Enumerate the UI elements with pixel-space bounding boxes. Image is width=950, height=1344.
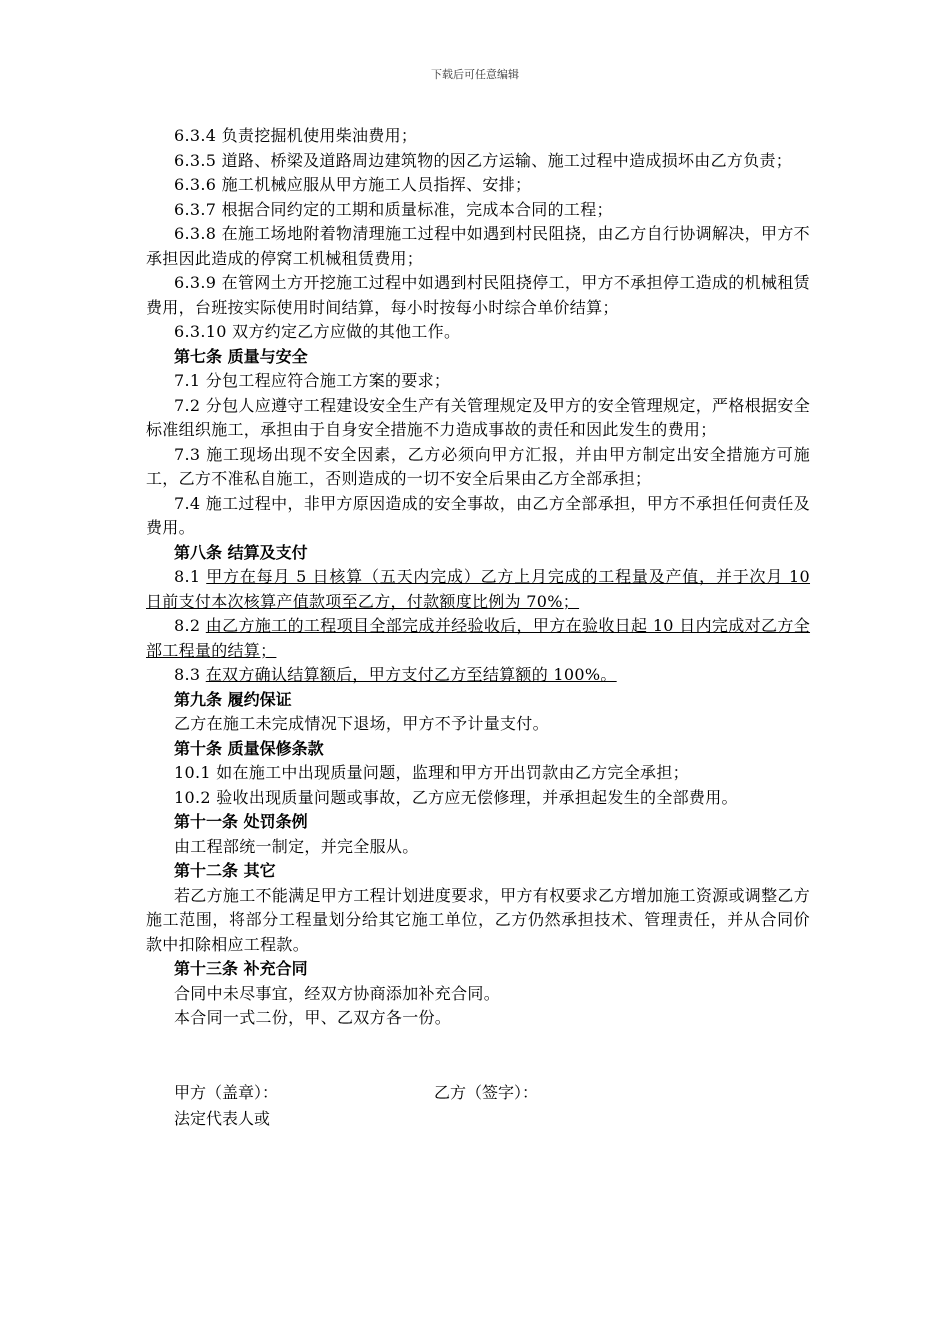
clause-text: 在管网土方开挖施工过程中如遇到村民阻挠停工，甲方不承担停工造成的机械租赁费用，台班按实际使用时间结算，每小时按每小时综合单价结算； [146, 273, 810, 317]
signature-row [174, 1081, 810, 1107]
clause-paragraph [146, 884, 810, 958]
clause-paragraph [146, 1006, 810, 1031]
clause-paragraph [146, 492, 810, 541]
clause-paragraph [146, 222, 810, 271]
clause-text: 双方约定乙方应做的其他工作。 [232, 322, 461, 341]
clause-number: 8.3 [174, 665, 206, 684]
clause-text: 由工程部统一制定，并完全服从。 [174, 836, 419, 856]
clause-paragraph [146, 394, 810, 443]
party-b-signature-label: 乙方（签字）： [434, 1082, 539, 1102]
clause-number: 6.3.4 [174, 126, 222, 145]
clause-paragraph [146, 271, 810, 320]
clause-text: 如在施工中出现质量问题，监理和甲方开出罚款由乙方完全承担； [216, 763, 689, 782]
clause-number: 7.3 [174, 444, 207, 464]
clause-paragraph [146, 835, 810, 860]
clause-text: 分包人应遵守工程建设安全生产有关管理规定及甲方的安全管理规定，严格根据安全标准组织施工，承担由于自身安全措施不力造成事故的责任和因此发生的费用； [146, 395, 810, 439]
contract-body [146, 124, 810, 1133]
clause-number: 6.3.8 [174, 224, 222, 243]
clause-text: 验收出现质量问题或事故，乙方应无偿修理，并承担起发生的全部费用。 [216, 787, 738, 807]
clause-number: 10.2 [174, 787, 217, 807]
clause-text: 施工现场出现不安全因素，乙方必须向甲方汇报，并由甲方制定出安全措施方可施工，乙方不准私自施工，否则造成的一切不安全后果由乙方全部承担； [146, 444, 810, 488]
clause-paragraph [146, 173, 810, 198]
clause-paragraph [146, 565, 810, 614]
clause-number: 7.2 [174, 395, 206, 415]
section-heading: 第十三条 补充合同 [174, 959, 308, 978]
clause-text: 分包工程应符合施工方案的要求； [205, 371, 451, 390]
clause-text: 施工机械应服从甲方施工人员指挥、安排； [221, 175, 532, 194]
clause-text: 本合同一式二份，甲、乙双方各一份。 [174, 1008, 452, 1027]
clause-number: 6.3.9 [174, 273, 222, 292]
clause-paragraph [146, 712, 810, 737]
clause-paragraph [146, 663, 810, 688]
clause-paragraph [146, 982, 810, 1007]
clause-text: 乙方在施工未完成情况下退场，甲方不予计量支付。 [174, 714, 549, 733]
clause-text: 施工过程中，非甲方原因造成的安全事故，由乙方全部承担，甲方不承担任何责任及费用。 [146, 493, 810, 537]
clause-number: 6.3.6 [174, 175, 222, 194]
section-heading: 第九条 履约保证 [174, 689, 292, 709]
clause-text: 负责挖掘机使用柴油费用； [221, 126, 418, 145]
spacer [146, 1031, 810, 1081]
clause-text: 在双方确认结算额后，甲方支付乙方至结算额的 100%。 [205, 665, 617, 684]
legal-rep-row [174, 1107, 810, 1133]
clause-paragraph [146, 614, 810, 663]
header-note: 下载后可任意编辑 [431, 68, 519, 81]
clause-number: 8.2 [174, 616, 206, 635]
clause-text: 合同中未尽事宜，经双方协商添加补充合同。 [174, 983, 501, 1003]
clause-paragraph [146, 320, 810, 345]
clause-text: 若乙方施工不能满足甲方工程计划进度要求，甲方有权要求乙方增加施工资源或调整乙方施工范围，将部分工程量划分给其它施工单位，乙方仍然承担技术、管理责任，并从合同价款中扣除相应工程款。 [146, 885, 810, 954]
clause-paragraph [146, 124, 810, 149]
section-heading: 第十一条 处罚条例 [174, 812, 308, 831]
clause-number: 7.1 [174, 371, 206, 390]
clause-number: 6.3.10 [174, 322, 233, 341]
legal-rep-label: 法定代表人或 [174, 1108, 271, 1128]
clause-text: 由乙方施工的工程项目全部完成并经验收后，甲方在验收日起 10 日内完成对乙方全部工程量的结算； [146, 616, 811, 660]
clause-number: 8.1 [174, 567, 207, 586]
section-heading: 第十二条 其它 [174, 861, 276, 880]
clause-number: 6.3.7 [174, 199, 222, 219]
section-heading: 第七条 质量与安全 [174, 346, 308, 366]
clause-number: 10.1 [174, 763, 217, 782]
clause-number: 6.3.5 [174, 150, 222, 170]
clause-text: 道路、桥梁及道路周边建筑物的因乙方运输、施工过程中造成损坏由乙方负责； [221, 150, 793, 170]
clause-paragraph [146, 198, 810, 223]
clause-paragraph [146, 149, 810, 174]
section-heading: 第八条 结算及支付 [174, 542, 308, 562]
clause-paragraph [146, 761, 810, 786]
clause-text: 甲方在每月 5 日核算（五天内完成）乙方上月完成的工程量及产值，并于次月 10 日前支付本次核算产值款项至乙方，付款额度比例为 70%； [146, 567, 811, 611]
clause-number: 7.4 [174, 493, 206, 513]
clause-paragraph [146, 443, 810, 492]
clause-text: 根据合同约定的工期和质量标准，完成本合同的工程； [221, 199, 613, 219]
clause-paragraph [146, 369, 810, 394]
clause-text: 在施工场地附着物清理施工过程中如遇到村民阻挠，由乙方自行协调解决，甲方不承担因此造成的停窝工机械租赁费用； [146, 224, 810, 268]
clause-paragraph [146, 786, 810, 811]
clause-list [146, 124, 810, 1031]
section-heading: 第十条 质量保修条款 [174, 738, 324, 758]
party-a-signature-label: 甲方（盖章）： [174, 1082, 279, 1102]
